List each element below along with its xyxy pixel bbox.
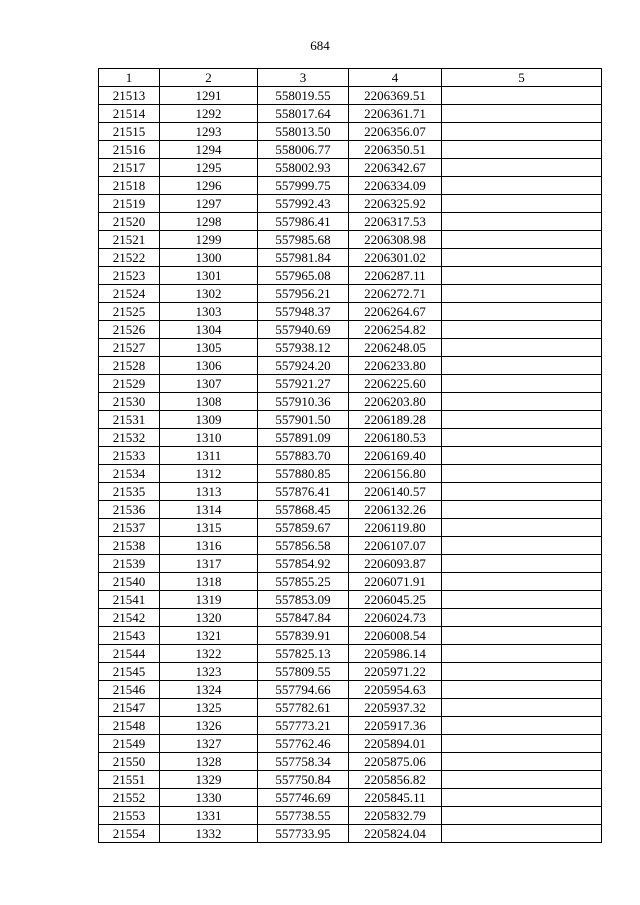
table-cell-col-5: [442, 321, 602, 339]
table-cell-col-5: [442, 735, 602, 753]
table-cell-col-5: [442, 141, 602, 159]
table-cell-col-2: 1331: [160, 807, 258, 825]
table-cell-col-3: 557773.21: [258, 717, 349, 735]
table-cell-col-2: 1321: [160, 627, 258, 645]
table-cell-col-4: 2206272.71: [349, 285, 442, 303]
table-cell-col-4: 2205824.04: [349, 825, 442, 843]
table-row: [99, 213, 602, 231]
table-cell-col-2: 1311: [160, 447, 258, 465]
table-cell-col-4: 2206189.28: [349, 411, 442, 429]
table-cell-col-5: [442, 681, 602, 699]
table-row: [99, 465, 602, 483]
table-cell-col-5: [442, 87, 602, 105]
table-cell-col-3: 557794.66: [258, 681, 349, 699]
table-cell-col-4: 2206233.80: [349, 357, 442, 375]
table-cell-col-5: [442, 555, 602, 573]
table-cell-col-2: 1301: [160, 267, 258, 285]
table-cell-col-3: 557825.13: [258, 645, 349, 663]
table-row: [99, 123, 602, 141]
table-row: [99, 357, 602, 375]
table-row: [99, 249, 602, 267]
table-cell-col-2: 1304: [160, 321, 258, 339]
table-cell-col-4: 2206169.40: [349, 447, 442, 465]
table-cell-col-1: 21541: [99, 591, 160, 609]
table-cell-col-5: [442, 393, 602, 411]
table-row: [99, 195, 602, 213]
table-row: [99, 483, 602, 501]
table-cell-col-1: 21542: [99, 609, 160, 627]
table-cell-col-4: 2205856.82: [349, 771, 442, 789]
table-cell-col-4: 2205832.79: [349, 807, 442, 825]
table-row: [99, 141, 602, 159]
table-cell-col-4: 2206317.53: [349, 213, 442, 231]
table-cell-col-5: [442, 105, 602, 123]
table-row: [99, 591, 602, 609]
table-cell-col-4: 2206093.87: [349, 555, 442, 573]
table-cell-col-5: [442, 213, 602, 231]
table-row: [99, 573, 602, 591]
table-cell-col-3: 557876.41: [258, 483, 349, 501]
table-cell-col-1: 21529: [99, 375, 160, 393]
table-cell-col-2: 1328: [160, 753, 258, 771]
table-row: [99, 87, 602, 105]
table-row: [99, 663, 602, 681]
table-cell-col-3: 558013.50: [258, 123, 349, 141]
table-row: [99, 735, 602, 753]
table-cell-col-3: 557986.41: [258, 213, 349, 231]
table-body: [99, 87, 602, 843]
table-cell-col-3: 557891.09: [258, 429, 349, 447]
table-cell-col-3: 557856.58: [258, 537, 349, 555]
column-header-3: 3: [258, 69, 349, 87]
table-cell-col-2: 1329: [160, 771, 258, 789]
column-header-4: 4: [349, 69, 442, 87]
table-cell-col-2: 1319: [160, 591, 258, 609]
table-cell-col-3: 557924.20: [258, 357, 349, 375]
table-cell-col-1: 21544: [99, 645, 160, 663]
table-cell-col-3: 557847.84: [258, 609, 349, 627]
table-cell-col-5: [442, 609, 602, 627]
table-cell-col-2: 1292: [160, 105, 258, 123]
table-cell-col-1: 21533: [99, 447, 160, 465]
table-cell-col-1: 21517: [99, 159, 160, 177]
table-cell-col-3: 557746.69: [258, 789, 349, 807]
table-cell-col-4: 2206356.07: [349, 123, 442, 141]
table-cell-col-5: [442, 807, 602, 825]
table-cell-col-1: 21535: [99, 483, 160, 501]
table-cell-col-1: 21539: [99, 555, 160, 573]
table-row: [99, 429, 602, 447]
table-cell-col-1: 21551: [99, 771, 160, 789]
table-cell-col-2: 1302: [160, 285, 258, 303]
table-cell-col-2: 1298: [160, 213, 258, 231]
table-cell-col-1: 21553: [99, 807, 160, 825]
coordinates-table: [98, 68, 602, 843]
table-cell-col-1: 21549: [99, 735, 160, 753]
table-cell-col-1: 21538: [99, 537, 160, 555]
table-cell-col-2: 1307: [160, 375, 258, 393]
table-cell-col-3: 557809.55: [258, 663, 349, 681]
table-row: [99, 555, 602, 573]
table-cell-col-3: 557738.55: [258, 807, 349, 825]
table-cell-col-3: 557910.36: [258, 393, 349, 411]
table-cell-col-2: 1294: [160, 141, 258, 159]
table-cell-col-2: 1310: [160, 429, 258, 447]
table-cell-col-1: 21550: [99, 753, 160, 771]
table-cell-col-1: 21548: [99, 717, 160, 735]
table-cell-col-3: 557938.12: [258, 339, 349, 357]
table-cell-col-5: [442, 429, 602, 447]
table-cell-col-3: 557782.61: [258, 699, 349, 717]
table-cell-col-1: 21552: [99, 789, 160, 807]
table-cell-col-3: 557880.85: [258, 465, 349, 483]
table-cell-col-5: [442, 285, 602, 303]
table-cell-col-3: 558002.93: [258, 159, 349, 177]
table-cell-col-4: 2206119.80: [349, 519, 442, 537]
table-cell-col-1: 21525: [99, 303, 160, 321]
table-cell-col-2: 1327: [160, 735, 258, 753]
table-cell-col-2: 1313: [160, 483, 258, 501]
column-header-2: 2: [160, 69, 258, 87]
table-cell-col-5: [442, 447, 602, 465]
table-cell-col-2: 1318: [160, 573, 258, 591]
table-row: [99, 753, 602, 771]
table-cell-col-4: 2206225.60: [349, 375, 442, 393]
table-cell-col-5: [442, 159, 602, 177]
table-cell-col-2: 1291: [160, 87, 258, 105]
table-row: [99, 393, 602, 411]
table-row: [99, 285, 602, 303]
header-row: [99, 69, 602, 87]
table-cell-col-2: 1314: [160, 501, 258, 519]
table-cell-col-3: 557750.84: [258, 771, 349, 789]
table-row: [99, 177, 602, 195]
table-row: [99, 375, 602, 393]
table-cell-col-5: [442, 825, 602, 843]
table-cell-col-1: 21534: [99, 465, 160, 483]
table-cell-col-2: 1297: [160, 195, 258, 213]
table-cell-col-1: 21528: [99, 357, 160, 375]
table-cell-col-1: 21522: [99, 249, 160, 267]
table-cell-col-4: 2206140.57: [349, 483, 442, 501]
table-row: [99, 789, 602, 807]
table-cell-col-3: 557940.69: [258, 321, 349, 339]
table-cell-col-1: 21545: [99, 663, 160, 681]
table-cell-col-2: 1320: [160, 609, 258, 627]
table-cell-col-3: 557921.27: [258, 375, 349, 393]
table-cell-col-2: 1323: [160, 663, 258, 681]
table-cell-col-4: 2206248.05: [349, 339, 442, 357]
table-cell-col-3: 558019.55: [258, 87, 349, 105]
table-cell-col-2: 1293: [160, 123, 258, 141]
table-cell-col-2: 1322: [160, 645, 258, 663]
table-cell-col-1: 21531: [99, 411, 160, 429]
table-row: [99, 501, 602, 519]
table-cell-col-1: 21524: [99, 285, 160, 303]
table-cell-col-2: 1295: [160, 159, 258, 177]
table-row: [99, 699, 602, 717]
table-cell-col-4: 2206334.09: [349, 177, 442, 195]
table-row: [99, 447, 602, 465]
table-cell-col-5: [442, 465, 602, 483]
table-cell-col-3: 557859.67: [258, 519, 349, 537]
table-cell-col-5: [442, 771, 602, 789]
table-cell-col-5: [442, 591, 602, 609]
table-cell-col-2: 1324: [160, 681, 258, 699]
table-cell-col-4: 2206301.02: [349, 249, 442, 267]
table-row: [99, 771, 602, 789]
table-cell-col-3: 558006.77: [258, 141, 349, 159]
table-cell-col-5: [442, 663, 602, 681]
table-cell-col-3: 557956.21: [258, 285, 349, 303]
table-cell-col-4: 2206342.67: [349, 159, 442, 177]
table-cell-col-4: 2206180.53: [349, 429, 442, 447]
table-cell-col-3: 557868.45: [258, 501, 349, 519]
table-cell-col-3: 557733.95: [258, 825, 349, 843]
table-cell-col-2: 1306: [160, 357, 258, 375]
table-cell-col-4: 2205845.11: [349, 789, 442, 807]
table-row: [99, 627, 602, 645]
table-cell-col-3: 557901.50: [258, 411, 349, 429]
table-cell-col-1: 21537: [99, 519, 160, 537]
table-cell-col-4: 2205937.32: [349, 699, 442, 717]
table-cell-col-1: 21546: [99, 681, 160, 699]
table-cell-col-5: [442, 411, 602, 429]
table-row: [99, 681, 602, 699]
table-cell-col-2: 1316: [160, 537, 258, 555]
table-cell-col-2: 1309: [160, 411, 258, 429]
table-cell-col-5: [442, 573, 602, 591]
table-cell-col-1: 21547: [99, 699, 160, 717]
table-row: [99, 159, 602, 177]
table-cell-col-2: 1325: [160, 699, 258, 717]
table-cell-col-2: 1305: [160, 339, 258, 357]
table-cell-col-5: [442, 231, 602, 249]
table-row: [99, 807, 602, 825]
table-cell-col-4: 2206107.07: [349, 537, 442, 555]
table-cell-col-5: [442, 177, 602, 195]
table-cell-col-2: 1299: [160, 231, 258, 249]
table-cell-col-5: [442, 267, 602, 285]
table-cell-col-4: 2206156.80: [349, 465, 442, 483]
table-cell-col-3: 557853.09: [258, 591, 349, 609]
table-cell-col-5: [442, 249, 602, 267]
table-row: [99, 519, 602, 537]
table-cell-col-5: [442, 699, 602, 717]
table-cell-col-5: [442, 501, 602, 519]
table-row: [99, 411, 602, 429]
table-cell-col-1: 21526: [99, 321, 160, 339]
table-cell-col-2: 1317: [160, 555, 258, 573]
table-cell-col-3: 557981.84: [258, 249, 349, 267]
table-cell-col-4: 2206287.11: [349, 267, 442, 285]
table-cell-col-4: 2206254.82: [349, 321, 442, 339]
table-cell-col-2: 1332: [160, 825, 258, 843]
table-cell-col-1: 21527: [99, 339, 160, 357]
table-cell-col-3: 557883.70: [258, 447, 349, 465]
table-cell-col-4: 2205971.22: [349, 663, 442, 681]
table-row: [99, 303, 602, 321]
table-cell-col-2: 1315: [160, 519, 258, 537]
table-cell-col-2: 1330: [160, 789, 258, 807]
table-cell-col-5: [442, 645, 602, 663]
table-cell-col-3: 557965.08: [258, 267, 349, 285]
page-number: 684: [310, 38, 330, 53]
table-cell-col-1: 21536: [99, 501, 160, 519]
table-cell-col-3: 557762.46: [258, 735, 349, 753]
table-cell-col-4: 2206350.51: [349, 141, 442, 159]
table-cell-col-1: 21520: [99, 213, 160, 231]
table-row: [99, 105, 602, 123]
table-row: [99, 231, 602, 249]
table-cell-col-4: 2206071.91: [349, 573, 442, 591]
table-cell-col-5: [442, 375, 602, 393]
table-cell-col-3: 557992.43: [258, 195, 349, 213]
table-cell-col-3: 557854.92: [258, 555, 349, 573]
table-cell-col-4: 2206132.26: [349, 501, 442, 519]
column-header-1: 1: [99, 69, 160, 87]
table-row: [99, 825, 602, 843]
table-cell-col-2: 1308: [160, 393, 258, 411]
table-cell-col-3: 557839.91: [258, 627, 349, 645]
table-cell-col-1: 21521: [99, 231, 160, 249]
table-cell-col-3: 557758.34: [258, 753, 349, 771]
table-cell-col-4: 2206369.51: [349, 87, 442, 105]
table-cell-col-4: 2206203.80: [349, 393, 442, 411]
table-cell-col-3: 557855.25: [258, 573, 349, 591]
table-cell-col-5: [442, 195, 602, 213]
table-cell-col-1: 21543: [99, 627, 160, 645]
table-cell-col-5: [442, 537, 602, 555]
table-cell-col-3: 558017.64: [258, 105, 349, 123]
table-cell-col-2: 1326: [160, 717, 258, 735]
table-cell-col-1: 21515: [99, 123, 160, 141]
table-row: [99, 717, 602, 735]
table-cell-col-5: [442, 753, 602, 771]
table-cell-col-4: 2205986.14: [349, 645, 442, 663]
table-cell-col-5: [442, 303, 602, 321]
table-cell-col-1: 21516: [99, 141, 160, 159]
table-cell-col-5: [442, 717, 602, 735]
table-cell-col-1: 21540: [99, 573, 160, 591]
table-cell-col-5: [442, 123, 602, 141]
table-cell-col-2: 1300: [160, 249, 258, 267]
table-cell-col-3: 557948.37: [258, 303, 349, 321]
table-cell-col-5: [442, 357, 602, 375]
table-row: [99, 537, 602, 555]
table-cell-col-2: 1296: [160, 177, 258, 195]
table-cell-col-4: 2206024.73: [349, 609, 442, 627]
table-header: [99, 69, 602, 87]
table-cell-col-5: [442, 789, 602, 807]
table-cell-col-2: 1312: [160, 465, 258, 483]
table-cell-col-4: 2206361.71: [349, 105, 442, 123]
table-cell-col-5: [442, 339, 602, 357]
table-cell-col-4: 2205894.01: [349, 735, 442, 753]
table-cell-col-1: 21554: [99, 825, 160, 843]
table-cell-col-5: [442, 627, 602, 645]
table-row: [99, 321, 602, 339]
table-cell-col-4: 2206308.98: [349, 231, 442, 249]
column-header-5: 5: [442, 69, 602, 87]
table-cell-col-5: [442, 519, 602, 537]
table-cell-col-4: 2205875.06: [349, 753, 442, 771]
table-cell-col-3: 557999.75: [258, 177, 349, 195]
table-cell-col-4: 2206264.67: [349, 303, 442, 321]
table-cell-col-1: 21519: [99, 195, 160, 213]
table-cell-col-4: 2206008.54: [349, 627, 442, 645]
table-row: [99, 339, 602, 357]
table-cell-col-1: 21530: [99, 393, 160, 411]
table-cell-col-1: 21532: [99, 429, 160, 447]
table-row: [99, 267, 602, 285]
table-cell-col-1: 21523: [99, 267, 160, 285]
table-cell-col-1: 21513: [99, 87, 160, 105]
table-cell-col-4: 2205917.36: [349, 717, 442, 735]
table-cell-col-3: 557985.68: [258, 231, 349, 249]
table-cell-col-2: 1303: [160, 303, 258, 321]
table-cell-col-4: 2206325.92: [349, 195, 442, 213]
table-row: [99, 645, 602, 663]
table-cell-col-1: 21518: [99, 177, 160, 195]
table-row: [99, 609, 602, 627]
table-cell-col-5: [442, 483, 602, 501]
table-cell-col-4: 2205954.63: [349, 681, 442, 699]
table-cell-col-4: 2206045.25: [349, 591, 442, 609]
table-cell-col-1: 21514: [99, 105, 160, 123]
